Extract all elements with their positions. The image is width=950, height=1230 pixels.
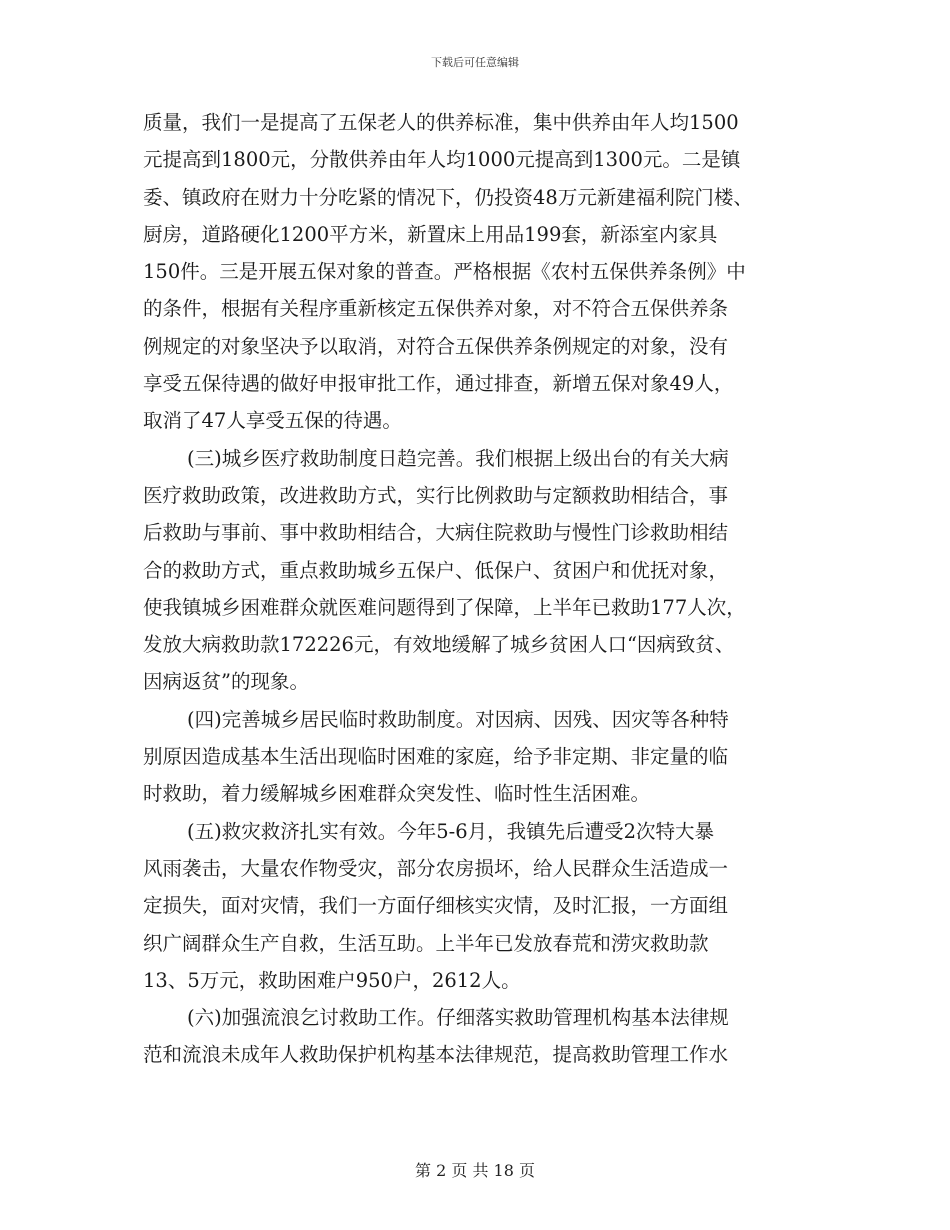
- paragraph-start-line: (五)救灾救济扎实有效。今年5-6月，我镇先后遭受2次特大暴: [187, 819, 715, 843]
- text-line: 后救助与事前、事中救助相结合，大病住院救助与慢性门诊救助相结: [143, 521, 729, 545]
- text-line: 别原因造成基本生活出现临时困难的家庭，给予非定期、非定量的临: [143, 745, 729, 769]
- text-line: 元提高到1800元，分散供养由年人均1000元提高到1300元。二是镇: [143, 148, 741, 172]
- text-line: 150件。三是开展五保对象的普查。严格根据《农村五保供养条例》中: [143, 260, 746, 284]
- text-line: 织广阔群众生产自救，生活互助。上半年已发放春荒和涝灾救助款: [143, 931, 709, 955]
- text-line: 厨房，道路硬化1200平方米，新置床上用品199套，新添室内家具: [143, 222, 718, 246]
- text-line: 13、5万元，救助困难户950户，2612人。: [143, 968, 521, 992]
- text-line: 取消了47人享受五保的待遇。: [143, 409, 402, 433]
- text-line: 使我镇城乡困难群众就医难问题得到了保障，上半年已救助177人次，: [143, 595, 746, 619]
- page-number: 第 2 页 共 18 页: [415, 1161, 535, 1180]
- paragraph-start-line: (六)加强流浪乞讨救助工作。仔细落实救助管理机构基本法律规: [187, 1006, 729, 1030]
- page-header: 下载后可任意编辑: [431, 56, 519, 69]
- text-line: 发放大病救助款172226元，有效地缓解了城乡贫困人口“因病致贫、: [143, 633, 735, 657]
- text-line: 享受五保待遇的做好申报审批工作，通过排查，新增五保对象49人，: [143, 372, 734, 396]
- text-line: 因病返贫”的现象。: [143, 670, 309, 694]
- text-line: 质量，我们一是提高了五保老人的供养标准，集中供养由年人均1500: [143, 111, 739, 134]
- paragraph-start-line: (三)城乡医疗救助制度日趋完善。我们根据上级出台的有关大病: [187, 446, 729, 470]
- text-line: 时救助，着力缓解城乡困难群众突发性、临时性生活困难。: [143, 782, 651, 806]
- text-line: 合的救助方式，重点救助城乡五保户、低保户、贫困户和优抚对象，: [143, 558, 729, 582]
- text-line: 范和流浪未成年人救助保护机构基本法律规范，提高救助管理工作水: [143, 1043, 729, 1067]
- text-line: 医疗救助政策，改进救助方式，实行比例救助与定额救助相结合，事: [143, 483, 729, 507]
- paragraph-start-line: (四)完善城乡居民临时救助制度。对因病、因残、因灾等各种特: [187, 707, 729, 731]
- text-line: 例规定的对象坚决予以取消，对符合五保供养条例规定的对象，没有: [143, 334, 729, 358]
- text-line: 委、镇政府在财力十分吃紧的情况下，仍投资48万元新建福利院门楼、: [143, 185, 753, 209]
- text-line: 的条件，根据有关程序重新核定五保供养对象，对不符合五保供养条: [143, 297, 729, 321]
- text-line: 定损失，面对灾情，我们一方面仔细核实灾情，及时汇报，一方面组: [143, 894, 729, 918]
- document-body: [143, 104, 815, 1074]
- text-line: 风雨袭击，大量农作物受灾，部分农房损坏，给人民群众生活造成一: [143, 856, 729, 880]
